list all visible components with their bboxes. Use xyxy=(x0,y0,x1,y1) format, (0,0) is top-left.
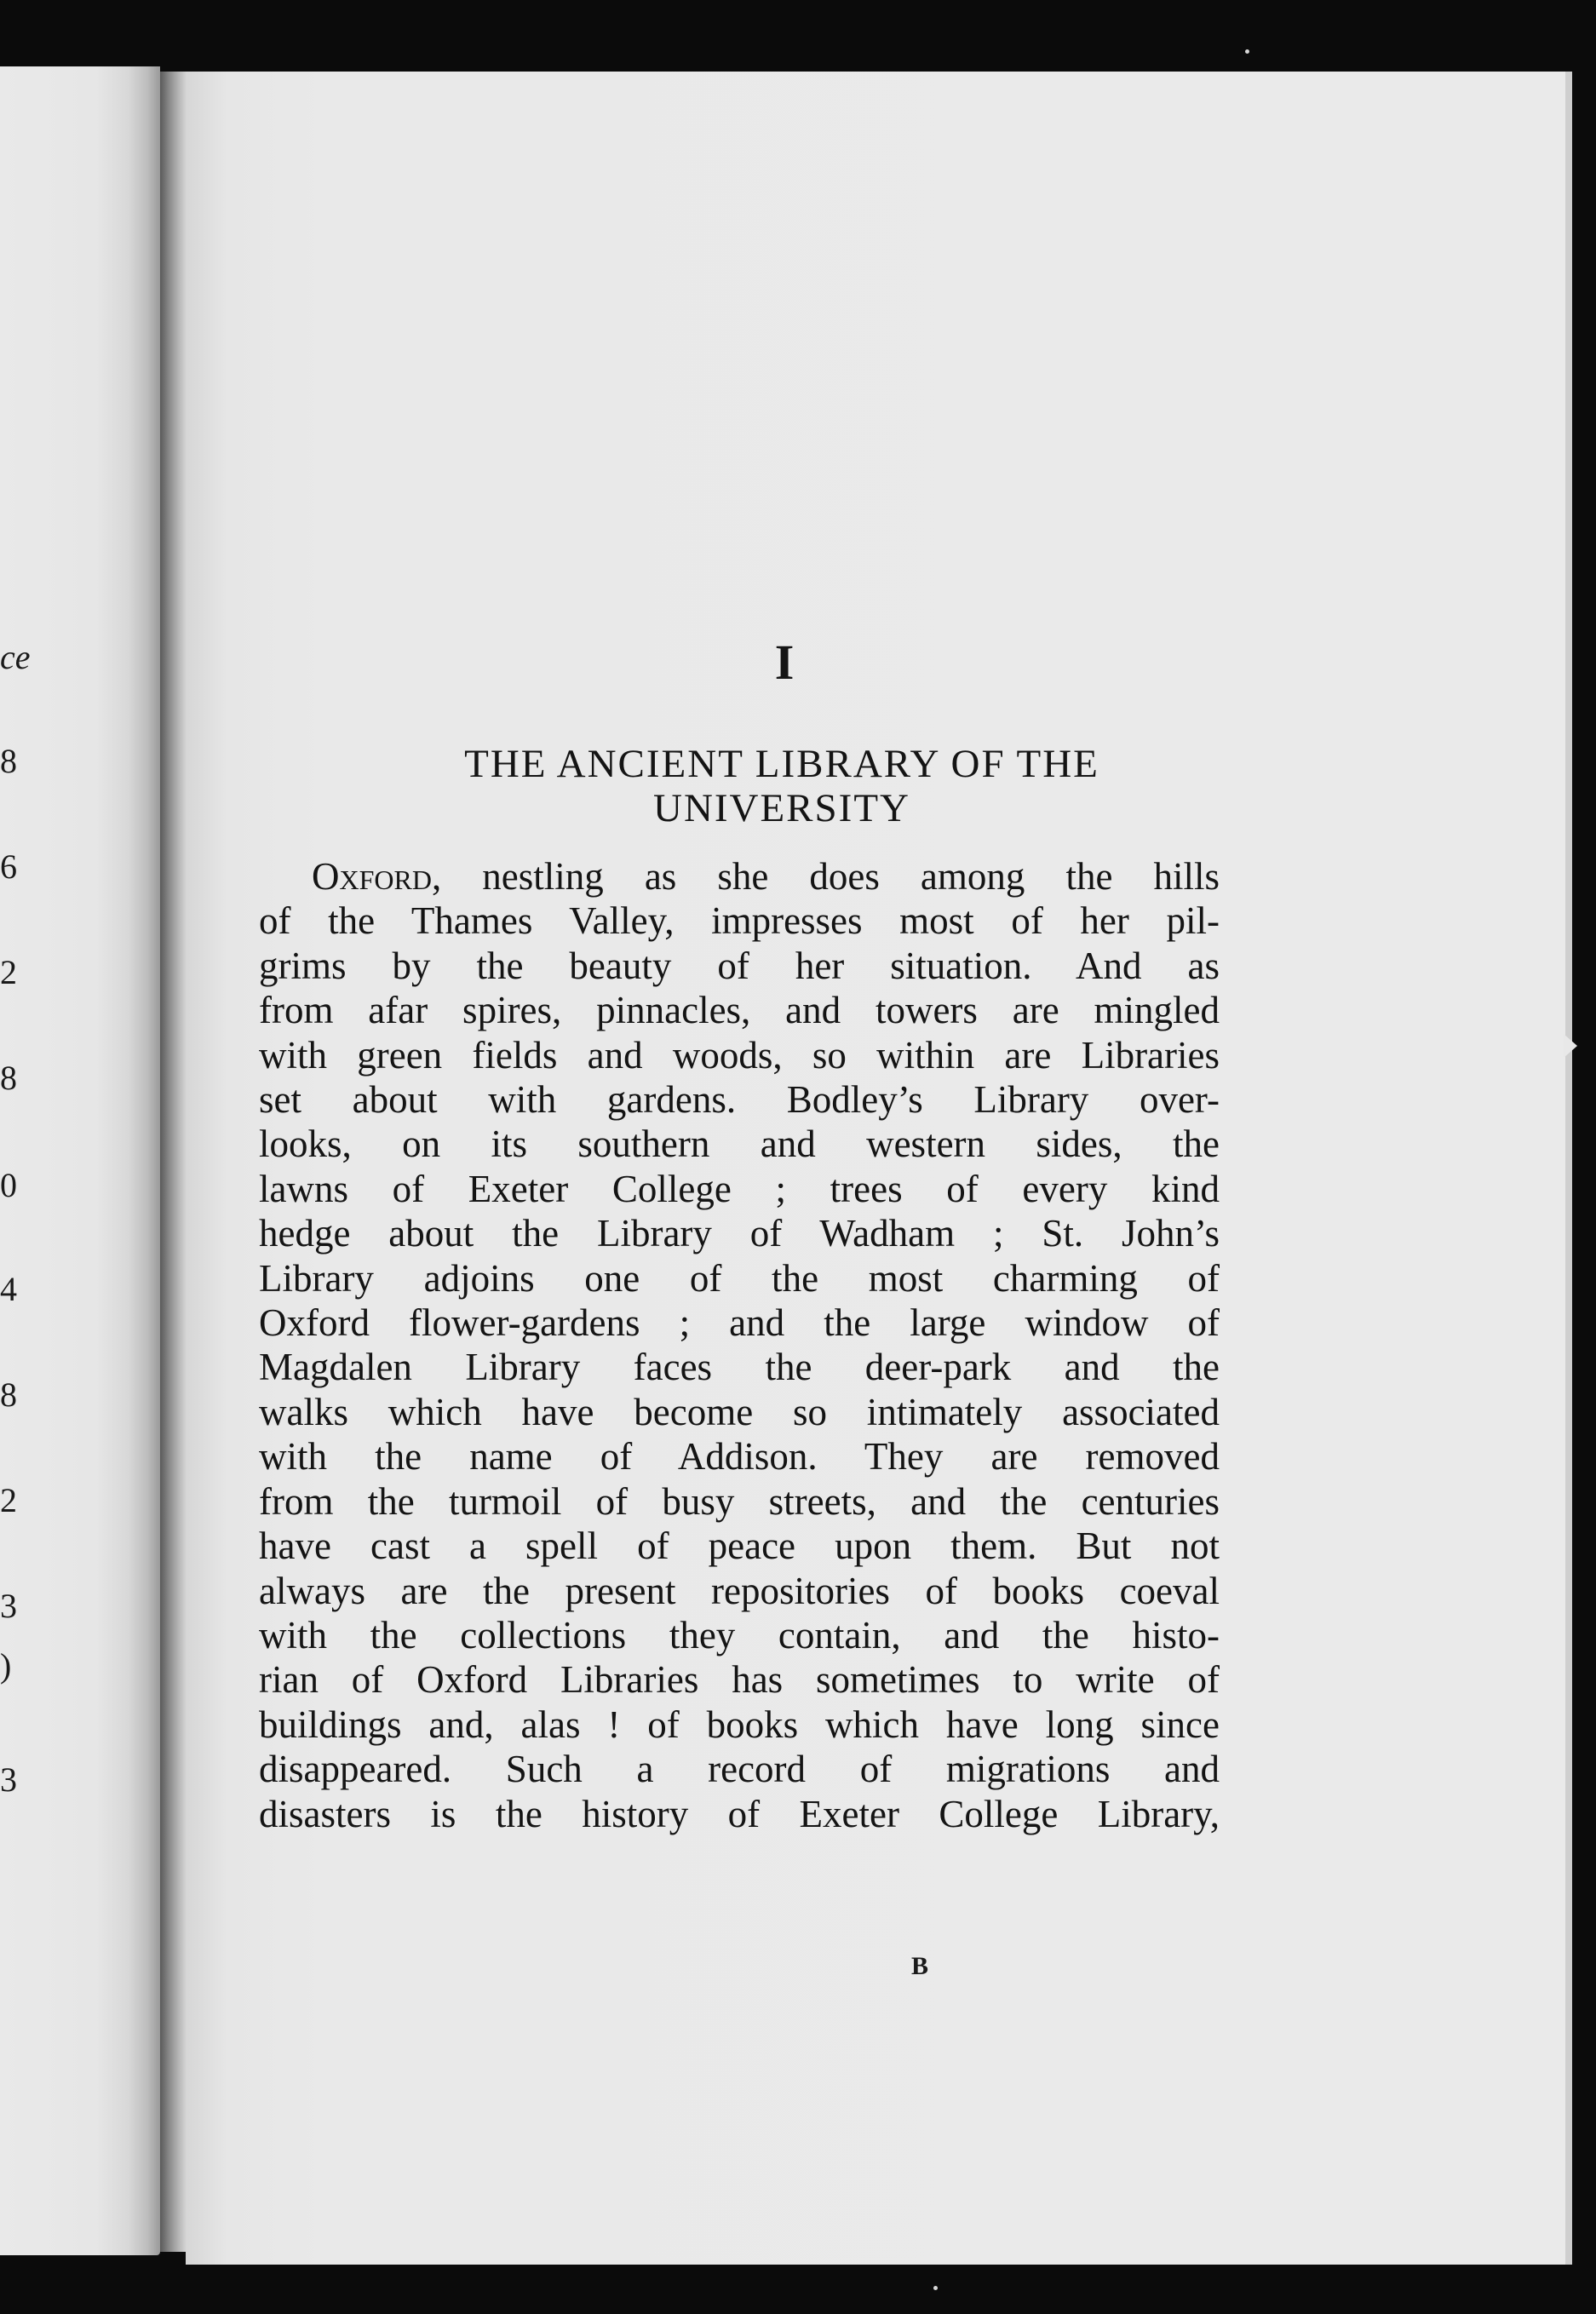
signature-mark: B xyxy=(911,1952,929,1980)
body-line: with the collections they contain, and the histo- xyxy=(259,1613,1220,1657)
previous-page-fragment: 6 xyxy=(0,847,17,886)
chapter-title-line: UNIVERSITY xyxy=(653,786,910,830)
body-line: from the turmoil of busy streets, and the centuries xyxy=(259,1479,1220,1523)
body-line: of the Thames Valley, impresses most of her pil- xyxy=(259,899,1220,943)
body-line: looks, on its southern and western sides, the xyxy=(259,1123,1220,1166)
body-line: disappeared. Such a record of migrations and xyxy=(259,1748,1220,1791)
chapter-numeral: I xyxy=(774,634,796,690)
previous-page-fragment: 2 xyxy=(0,1481,17,1519)
previous-page-fragment: 8 xyxy=(0,1375,17,1414)
previous-page-fragment: 8 xyxy=(0,742,17,780)
body-line: hedge about the Library of Wadham ; St. John’s xyxy=(259,1212,1220,1255)
body-line: grims by the beauty of her situation. And as xyxy=(259,944,1220,987)
previous-page-margin-text xyxy=(0,66,51,2255)
previous-page-fragment: ) xyxy=(0,1646,12,1685)
body-line: Magdalen Library faces the deer-park and the xyxy=(259,1346,1220,1389)
book-page xyxy=(186,72,1567,2265)
previous-page-fragment: 2 xyxy=(0,953,17,991)
body-line: always are the present repositories of books coeval xyxy=(259,1569,1220,1612)
previous-page-fragment: 3 xyxy=(0,1587,17,1625)
opening-word: Oxford xyxy=(312,855,432,898)
body-line: have cast a spell of peace upon them. But not xyxy=(259,1524,1220,1568)
page-content xyxy=(254,634,1276,1836)
scan-speck xyxy=(1245,49,1249,54)
body-paragraph xyxy=(254,854,1220,1836)
previous-page-fragment: 3 xyxy=(0,1760,17,1799)
previous-page-fragment: 0 xyxy=(0,1166,17,1204)
body-line: from afar spires, pinnacles, and towers are mingled xyxy=(259,989,1220,1032)
scan-speck xyxy=(933,2286,938,2290)
previous-page-fragment: 8 xyxy=(0,1059,17,1097)
body-line-text: , nestling as she does among the hills xyxy=(431,855,1220,898)
previous-page-fragment: ce xyxy=(0,638,31,676)
page-edge-tab xyxy=(1564,1034,1577,1058)
body-line: with the name of Addison. They are removed xyxy=(259,1435,1220,1479)
body-line: Library adjoins one of the most charming of xyxy=(259,1256,1220,1300)
body-line: walks which have become so intimately associated xyxy=(259,1390,1220,1433)
body-line: with green fields and woods, so within are Libraries xyxy=(259,1033,1220,1077)
book-gutter xyxy=(160,72,187,2252)
body-line: rian of Oxford Libraries has sometimes to write of xyxy=(259,1658,1220,1702)
previous-page xyxy=(0,66,160,2255)
page-edge xyxy=(1565,72,1572,2265)
body-line xyxy=(259,854,1220,899)
body-line: disasters is the history of Exeter College Library, xyxy=(259,1792,1220,1835)
body-line: set about with gardens. Bodley’s Library over- xyxy=(259,1078,1220,1122)
chapter-title xyxy=(254,742,1276,830)
body-line: buildings and, alas ! of books which have long since xyxy=(259,1702,1220,1746)
body-line: lawns of Exeter College ; trees of every kind xyxy=(259,1167,1220,1210)
chapter-title-line: THE ANCIENT LIBRARY OF THE xyxy=(464,742,1099,786)
body-line: Oxford flower-gardens ; and the large window of xyxy=(259,1301,1220,1345)
previous-page-fragment: 4 xyxy=(0,1270,17,1308)
